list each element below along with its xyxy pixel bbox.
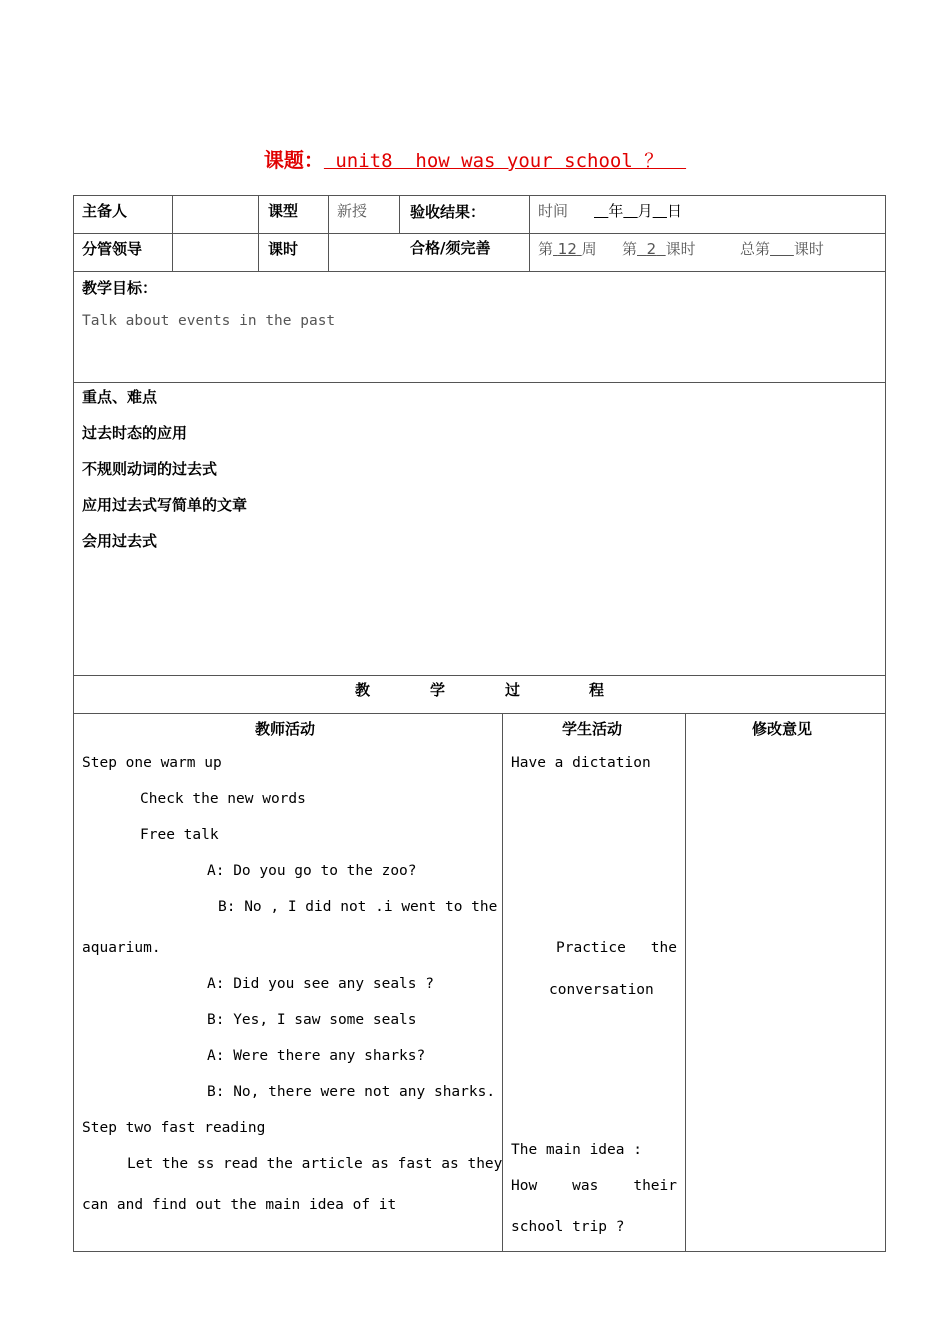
month-label: 月 — [637, 202, 653, 220]
objectives-label: 教学目标： — [82, 279, 158, 297]
week-value: 12 — [557, 240, 577, 258]
step-one-heading: Step one warm up — [82, 755, 222, 771]
review-label: 验收结果： — [410, 203, 486, 221]
student-line: school trip ? — [511, 1219, 625, 1235]
supervisor-label: 分管领导 — [82, 240, 143, 258]
dialogue-line: B: No , I did not .i went to the — [218, 899, 498, 915]
teacher-column-header: 教师活动 — [255, 720, 316, 738]
student-line: Practice the — [556, 940, 677, 956]
pass-label: 合格/须完善 — [410, 239, 491, 257]
process-heading-char: 程 — [589, 681, 605, 699]
teacher-line: Check the new words — [140, 791, 306, 807]
dialogue-line: A: Were there any sharks? — [207, 1048, 426, 1064]
period-field: 第 2 课时 — [622, 240, 696, 258]
dialogue-line: B: No, there were not any sharks. — [207, 1084, 496, 1100]
notes-column-header: 修改意见 — [752, 720, 813, 738]
lesson-type-label: 课型 — [268, 202, 299, 220]
process-heading-char: 教 — [355, 681, 371, 699]
total-field: 总第 课时 — [740, 240, 824, 258]
process-heading-char: 学 — [430, 681, 446, 699]
dialogue-line: A: Do you go to the zoo? — [207, 863, 417, 879]
lesson-type-value: 新授 — [337, 202, 368, 220]
teacher-line: Free talk — [140, 827, 219, 843]
period-value: 2 — [646, 240, 657, 258]
teacher-line: Let the ss read the article as fast as they — [127, 1156, 503, 1172]
document-title — [0, 144, 950, 173]
dialogue-line: aquarium. — [82, 940, 161, 956]
process-heading-char: 过 — [505, 681, 521, 699]
key-point-item: 会用过去式 — [82, 532, 158, 550]
period-label: 课时 — [268, 240, 299, 258]
dialogue-line: A: Did you see any seals ? — [207, 976, 434, 992]
preparer-label: 主备人 — [82, 202, 128, 220]
day-label: 日 — [666, 202, 682, 220]
title-text: unit8 how was your school ？ — [323, 150, 687, 172]
date-field — [594, 200, 682, 221]
dialogue-line: B: Yes, I saw some seals — [207, 1012, 417, 1028]
student-line: Have a dictation — [511, 755, 651, 771]
key-point-item: 过去时态的应用 — [82, 424, 188, 442]
objectives-text: Talk about events in the past — [82, 313, 336, 329]
week-field: 第 12 周 — [538, 240, 597, 258]
key-point-item: 不规则动词的过去式 — [82, 460, 218, 478]
step-two-heading: Step two fast reading — [82, 1120, 266, 1136]
key-point-item: 应用过去式写简单的文章 — [82, 496, 248, 514]
student-line: The main idea : — [511, 1142, 642, 1158]
title-prefix: 课题： — [263, 148, 324, 172]
key-points-label: 重点、难点 — [82, 388, 158, 406]
student-column-header: 学生活动 — [562, 720, 623, 738]
student-line: How was their — [511, 1178, 677, 1194]
teacher-line: can and find out the main idea of it — [82, 1197, 397, 1213]
time-label: 时间 — [538, 202, 569, 220]
year-label: 年 — [608, 202, 624, 220]
student-line: conversation — [549, 982, 654, 998]
